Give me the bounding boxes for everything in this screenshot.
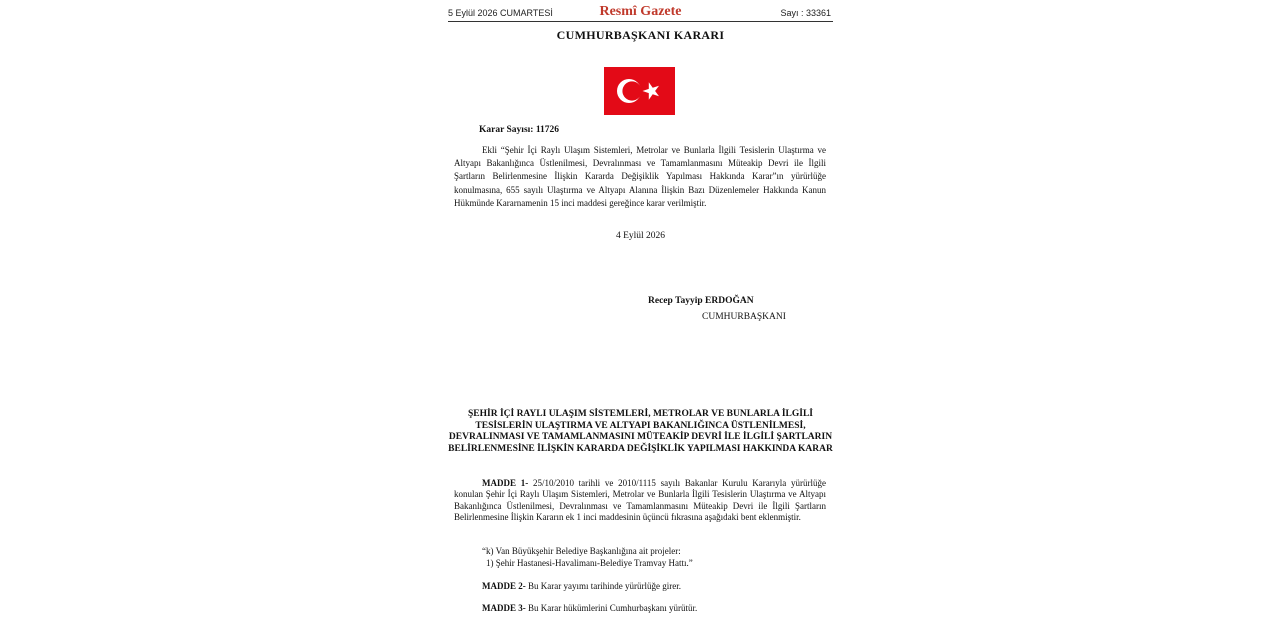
intro-paragraph: Ekli “Şehir İçi Raylı Ulaşım Sistemleri, Metrolar ve Bunlarla İlgili Tesislerin Ulaştırma ve Altyapı Bakanlığınca Üstlenilmesi, Devralınması ve Tamamlanmasını Müteakip Devri ile İlgili Şartların Belirlenmesine İlişkin Kararda Değişiklik Yapılması Hakkında Karar”ın yürürlüğe konulmasına, 655 sayılı Ulaştırma ve Altyapı Alanına İlişkin Bazı Düzenlemeler Hakkında Kanun Hükmünde Kararnamenin 15 inci maddesi gereğince karar verilmiştir.: [454, 145, 826, 208]
regulation-title: ŞEHİR İÇİ RAYLI ULAŞIM SİSTEMLERİ, METROLAR VE BUNLARLA İLGİLİ TESİSLERİN ULAŞTIRMA VE ALTYAPI BAKANLIĞINCA ÜSTLENİLMESİ, DEVRALINMASI VE TAMAMLANMASINI MÜTEAKİP DEVRİ İLE İLGİLİ ŞARTLARIN BELİRLENMESİNE İLİŞKİN KARARDA DEĞİŞİKLİK YAPILMASI HAKKINDA KARAR: [448, 409, 833, 454]
gazette-title: Resmî Gazete: [599, 4, 682, 19]
issue-number: Sayı : 33361: [780, 8, 831, 18]
article-2-text: Bu Karar yayımı tarihinde yürürlüğe girer.: [525, 581, 681, 591]
article-2-label: MADDE 2-: [482, 581, 526, 591]
signatory-name: Recep Tayyip ERDOĞAN: [648, 296, 754, 306]
decision-date: 4 Eylül 2026: [615, 231, 666, 241]
turkish-flag-icon: [604, 67, 675, 115]
article-1: [454, 478, 826, 524]
article-2: [482, 581, 681, 591]
article-1-text: 25/10/2010 tarihli ve 2010/1115 sayılı Bakanlar Kurulu Kararıyla yürürlüğe konulan Şehir İçi Raylı Ulaşım Sistemleri, Metrolar ve Bunlarla İlgili Tesislerin Ulaştırma ve Altyapı Bakanlığınca Üstlenilmesi, Devralınması ve Tamamlanmasını Müteakip Devri ile İlgili Şartların Belirlenmesine İlişkin Kararın ek 1 inci maddesinin üçüncü fıkrasına aşağıdaki bent eklenmiştir.: [454, 478, 826, 523]
header-divider: [448, 21, 833, 22]
article-3: [482, 603, 697, 613]
article-3-text: Bu Karar hükümlerini Cumhurbaşkanı yürütür.: [525, 603, 698, 613]
signatory-title: CUMHURBAŞKANI: [702, 312, 786, 322]
gazette-page: [448, 0, 833, 640]
quoted-item: 1) Şehir Hastanesi-Havalimanı-Belediye Tramvay Hattı.”: [486, 558, 693, 568]
gazette-header: [448, 4, 833, 22]
quoted-clause: “k) Van Büyükşehir Belediye Başkanlığına ait projeler:: [482, 546, 681, 556]
header-date: 5 Eylül 2026 CUMARTESİ: [448, 8, 553, 18]
document-title: CUMHURBAŞKANI KARARI: [556, 28, 725, 42]
decision-number: Karar Sayısı: 11726: [479, 125, 560, 135]
article-1-label: MADDE 1-: [482, 478, 529, 488]
article-3-label: MADDE 3-: [482, 603, 526, 613]
